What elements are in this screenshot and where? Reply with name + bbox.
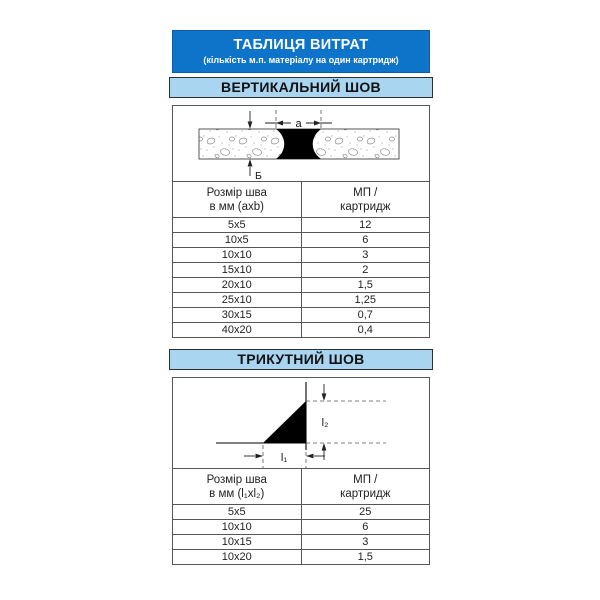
table-row (173, 278, 430, 293)
table-header-row (173, 182, 430, 218)
section-title-triangular: ТРИКУТНИЙ ШОВ (237, 351, 365, 367)
label-b: Б (255, 170, 262, 181)
section-header-triangular-seam (169, 349, 433, 370)
cell-value: 12 (301, 218, 430, 233)
cell-size: 10x10 (173, 248, 302, 263)
cell-size: 25x10 (173, 293, 302, 308)
col-header-mp (301, 182, 430, 218)
cell-value: 0,7 (301, 308, 430, 323)
main-header (172, 30, 430, 73)
cell-size: 5x5 (173, 505, 302, 520)
table-row (173, 550, 430, 565)
cell-value: 1,5 (301, 278, 430, 293)
col-header-size-line2: в мм (l₁xl₂) (209, 488, 265, 500)
cell-value: 2 (301, 263, 430, 278)
seam-shape (263, 401, 306, 443)
col-header-mp-line2: картридж (340, 488, 391, 500)
cell-size: 5x5 (173, 218, 302, 233)
col-header-size-line2: в мм (axb) (209, 201, 264, 213)
col-header-size (173, 469, 302, 505)
vertical-seam-diagram-box (172, 105, 430, 181)
table-row (173, 233, 430, 248)
cell-value: 3 (301, 535, 430, 550)
table-row (173, 535, 430, 550)
section-header-vertical-seam (169, 77, 433, 98)
table-row (173, 520, 430, 535)
col-header-mp-line1: МП / (353, 187, 378, 199)
table-row (173, 218, 430, 233)
table-row (173, 505, 430, 520)
cell-value: 25 (301, 505, 430, 520)
triangular-seam-diagram-box (172, 377, 430, 468)
table-row (173, 293, 430, 308)
cell-size: 15x10 (173, 263, 302, 278)
label-l1: l₁ (280, 452, 288, 464)
triangular-seam-table (172, 468, 430, 565)
col-header-mp-line2: картридж (340, 201, 391, 213)
vertical-seam-table (172, 181, 430, 338)
cell-value: 1,5 (301, 550, 430, 565)
dimension-l2 (322, 384, 329, 460)
cell-size: 10x15 (173, 535, 302, 550)
label-l2: l₂ (321, 417, 329, 429)
col-header-size-line1: Розмір шва (206, 187, 267, 199)
page-title: ТАБЛИЦЯ ВИТРАТ (233, 37, 369, 53)
cell-size: 30x15 (173, 308, 302, 323)
table-row (173, 263, 430, 278)
cell-value: 6 (301, 520, 430, 535)
table-row (173, 323, 430, 338)
dimension-l1 (244, 452, 325, 464)
content-column (172, 30, 430, 565)
col-header-mp (301, 469, 430, 505)
dimension-a (265, 118, 332, 130)
table-row (173, 308, 430, 323)
cell-size: 10x10 (173, 520, 302, 535)
cell-value: 3 (301, 248, 430, 263)
vertical-seam-diagram (173, 106, 429, 181)
cell-size: 20x10 (173, 278, 302, 293)
col-header-size-line1: Розмір шва (206, 474, 267, 486)
cell-size: 40x20 (173, 323, 302, 338)
cell-value: 0,4 (301, 323, 430, 338)
section-title-vertical: ВЕРТИКАЛЬНИЙ ШОВ (221, 79, 381, 95)
page-subtitle: (кількість м.п. матеріалу на один картридж) (203, 55, 399, 65)
table-header-row (173, 469, 430, 505)
col-header-mp-line1: МП / (353, 474, 378, 486)
cell-value: 1,25 (301, 293, 430, 308)
label-a: а (295, 118, 302, 130)
cell-size: 10x5 (173, 233, 302, 248)
cell-value: 6 (301, 233, 430, 248)
triangular-seam-diagram (173, 378, 429, 468)
cell-size: 10x20 (173, 550, 302, 565)
col-header-size (173, 182, 302, 218)
table-row (173, 248, 430, 263)
